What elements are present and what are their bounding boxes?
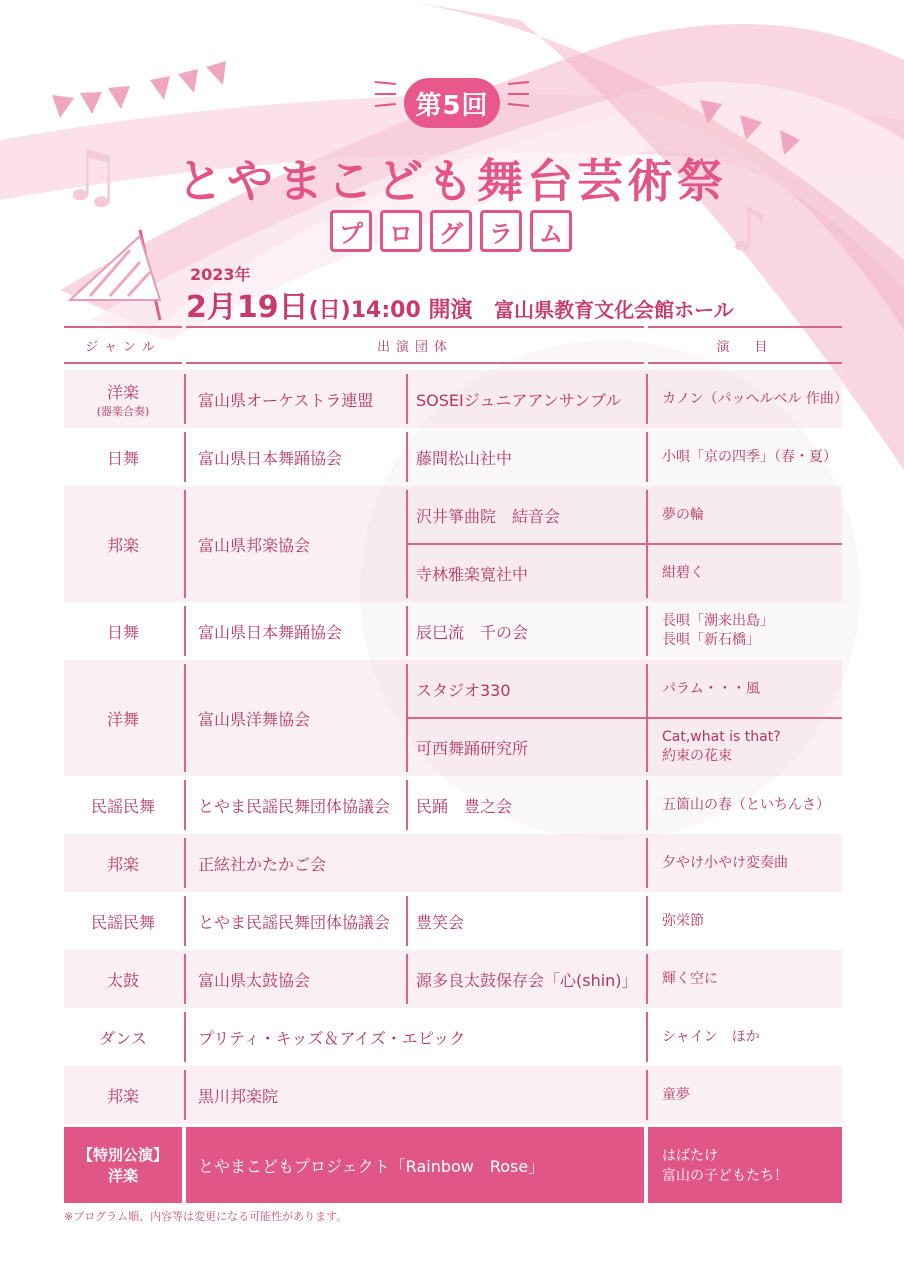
genre-cell: [64, 486, 182, 602]
genre-cell: [64, 834, 182, 892]
genre-label: 太鼓: [106, 970, 139, 990]
special-program-line1: はばたけ: [662, 1148, 718, 1164]
footnote: ※プログラム順、内容等は変更になる可能性があります。: [64, 1210, 348, 1223]
row-divider: [406, 543, 842, 545]
group-cell: SOSEIジュニアアンサンブル: [416, 390, 622, 410]
genre-cell: [64, 1066, 182, 1124]
edition-badge: 第5回: [404, 78, 500, 128]
column-divider: [646, 780, 648, 830]
event-datetime: [186, 282, 734, 326]
genre-label: 邦楽: [106, 854, 139, 874]
column-divider: [184, 838, 186, 888]
event-time: 14:00: [350, 298, 421, 323]
organization-cell: 富山県日本舞踊協会: [198, 448, 343, 468]
genre-cell: [64, 892, 182, 950]
program-cell: Cat,what is that? 約束の花束: [662, 729, 781, 764]
genre-cell: [64, 370, 182, 428]
organization-cell: 黒川邦楽院: [198, 1086, 279, 1106]
column-divider: [646, 838, 648, 888]
program-char: ラ: [480, 210, 522, 252]
group-cell: 豊笑会: [416, 912, 465, 932]
organization-cell: 正絃社かたかご会: [198, 854, 327, 874]
column-divider: [646, 954, 648, 1004]
special-label: 【特別公演】: [77, 1146, 168, 1164]
genre-label: 洋舞: [106, 709, 139, 729]
column-divider: [646, 1012, 648, 1062]
column-divider: [646, 490, 648, 598]
event-weekday: (日): [308, 298, 351, 323]
header-genre: ジャンル: [64, 326, 182, 364]
page-title: とやまこども舞台芸術祭: [177, 154, 727, 208]
genre-label: 日舞: [106, 448, 139, 468]
column-divider: [184, 780, 186, 830]
group-cell: 民踊 豊之会: [416, 796, 513, 816]
table-row: [64, 834, 842, 892]
organization-cell: 富山県洋舞協会: [198, 709, 311, 729]
genre-cell: [64, 950, 182, 1008]
column-divider: [184, 374, 186, 424]
program-char: グ: [430, 210, 472, 252]
table-row: [64, 1008, 842, 1066]
column-divider: [184, 1012, 186, 1062]
genre-label: 民謡民舞: [90, 796, 155, 816]
program-cell: 長唄「潮来出島」 長唄「新石橋」: [662, 613, 774, 648]
row-divider: [406, 717, 842, 719]
column-divider: [646, 606, 648, 656]
group-cell: 辰巳流 千の会: [416, 622, 529, 642]
column-divider: [406, 896, 408, 946]
table-row: [64, 428, 842, 486]
column-divider: [406, 374, 408, 424]
column-divider: [184, 432, 186, 482]
organization-cell: プリティ・キッズ＆アイズ・エピック: [198, 1028, 466, 1048]
genre-cell: [64, 660, 182, 776]
group-cell: スタジオ330: [416, 680, 511, 700]
event-date: 2月19日: [186, 290, 309, 325]
header: [0, 0, 904, 330]
organization-cell: 富山県オーケストラ連盟: [198, 390, 374, 410]
genre-cell: [64, 602, 182, 660]
group-cell: 源多良太鼓保存会「心(shin)」: [416, 970, 638, 990]
program-cell: カノン（パッヘルベル 作曲）: [662, 390, 848, 407]
table-row: [64, 950, 842, 1008]
genre-label: 民謡民舞: [90, 912, 155, 932]
header-performer: 出演団体: [186, 326, 644, 364]
event-year: 2023年: [190, 265, 251, 284]
program-subtitle: [330, 210, 572, 252]
column-divider: [184, 490, 186, 598]
column-divider: [646, 896, 648, 946]
group-cell: 可西舞踊研究所: [416, 738, 529, 758]
column-divider: [406, 432, 408, 482]
table-row: [64, 370, 848, 428]
program-char: ロ: [380, 210, 422, 252]
program-char: ム: [530, 210, 572, 252]
column-divider: [646, 1070, 648, 1120]
organization-cell: とやま民謡民舞団体協議会: [198, 912, 391, 932]
group-cell: 藤間松山社中: [416, 448, 513, 468]
event-open-label: 開演: [428, 298, 473, 323]
genre-label: ダンス: [99, 1028, 147, 1048]
program-cell: 夕やけ小やけ変奏曲: [662, 854, 788, 871]
organization-cell: とやま民謡民舞団体協議会: [198, 796, 391, 816]
column-divider: [646, 432, 648, 482]
program-cell: 夢の輪: [662, 506, 704, 523]
program-cell: シャイン ほか: [662, 1028, 760, 1045]
column-divider: [406, 954, 408, 1004]
special-genre: 洋楽: [107, 1167, 138, 1185]
table-row: [64, 602, 842, 660]
group-cell: 沢井箏曲院 結音会: [416, 506, 561, 526]
special-program: [648, 1127, 842, 1203]
column-divider: [406, 606, 408, 656]
genre-sub-label: (器楽合奏): [96, 404, 150, 418]
column-divider: [406, 780, 408, 830]
program-cell: 五箇山の春（といちんさ）: [662, 796, 830, 813]
organization-cell: 富山県太鼓協会: [198, 970, 311, 990]
special-performance-row: [64, 1127, 842, 1203]
svg-text:♫: ♫: [60, 135, 123, 217]
special-genre-cell: [64, 1127, 182, 1203]
table-row: [64, 892, 842, 950]
column-divider: [184, 896, 186, 946]
genre-label: 邦楽: [106, 1086, 139, 1106]
organization-cell: 富山県邦楽協会: [198, 535, 311, 555]
program-cell: 弥栄節: [662, 912, 704, 929]
table-row: [64, 660, 842, 776]
program-cell: 小唄「京の四季」（春・夏）: [662, 448, 837, 465]
program-char: プ: [330, 210, 372, 252]
table-row: [64, 486, 842, 602]
genre-label: 邦楽: [106, 535, 139, 555]
column-divider: [184, 606, 186, 656]
column-divider: [184, 954, 186, 1004]
group-cell: 寺林雅楽寛社中: [416, 564, 529, 584]
genre-label: 洋楽: [106, 382, 139, 402]
table-row: [64, 1066, 842, 1124]
column-divider: [646, 374, 648, 424]
table-row: [64, 776, 842, 834]
genre-label: 日舞: [106, 622, 139, 642]
organization-cell: 富山県日本舞踊協会: [198, 622, 343, 642]
genre-cell: [64, 428, 182, 486]
column-divider: [646, 664, 648, 772]
genre-cell: [64, 1008, 182, 1066]
header-program: 演 目: [648, 326, 842, 364]
program-cell: 輝く空に: [662, 970, 718, 987]
special-program-line2: 富山の子どもたち！: [662, 1168, 788, 1184]
program-cell: 童夢: [662, 1086, 690, 1103]
column-divider: [184, 664, 186, 772]
special-org: とやまこどもプロジェクト「Rainbow Rose」: [186, 1127, 644, 1203]
svg-text:♪: ♪: [730, 195, 769, 265]
table-header: [64, 326, 842, 364]
program-cell: 紺碧く: [662, 564, 704, 581]
event-venue: 富山県教育文化会館ホール: [494, 298, 734, 322]
genre-cell: [64, 776, 182, 834]
program-cell: パラム・・・風: [662, 680, 760, 697]
column-divider: [184, 1070, 186, 1120]
